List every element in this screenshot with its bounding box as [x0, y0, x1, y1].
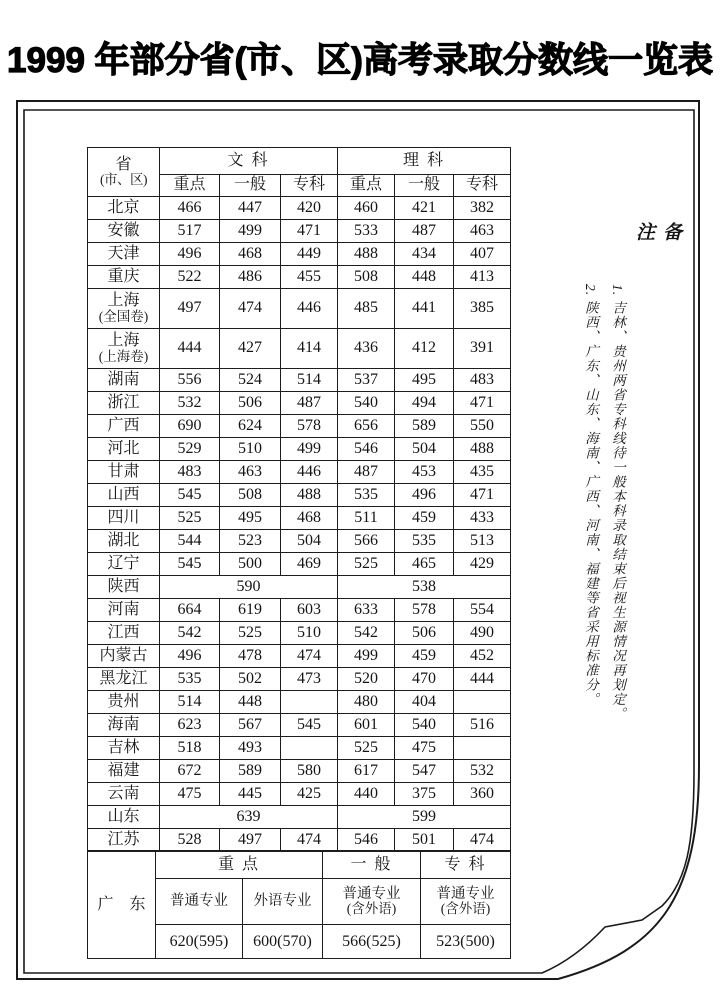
- table-row: [88, 576, 511, 599]
- score-cell: 470: [395, 668, 454, 691]
- score-cell: 465: [395, 553, 454, 576]
- gd-value-cell-0: 620(595): [156, 925, 243, 959]
- score-cell: 483: [160, 461, 220, 484]
- gd-header-row: [88, 851, 511, 879]
- score-cell: 510: [281, 622, 338, 645]
- score-cell: 436: [338, 329, 395, 369]
- score-cell: 474: [220, 289, 281, 329]
- gd-spec-line1: 普通专业: [342, 886, 401, 903]
- province-name: [88, 329, 160, 369]
- score-cell: 520: [338, 668, 395, 691]
- gd-spec-line1: 普通专业: [436, 886, 495, 903]
- score-cell: 459: [395, 645, 454, 668]
- score-cell: 413: [454, 266, 511, 289]
- province-name-line1: 上海: [107, 332, 140, 350]
- score-cell: 525: [338, 737, 395, 760]
- province-name-line1: 黑龙江: [99, 669, 148, 687]
- score-cell: 508: [220, 484, 281, 507]
- province-name-line2: (上海卷): [98, 348, 149, 364]
- score-cell: 546: [338, 438, 395, 461]
- score-cell: 511: [338, 507, 395, 530]
- province-name-line1: 湖南: [107, 370, 140, 388]
- score-cell: 499: [338, 645, 395, 668]
- score-cell: 449: [281, 243, 338, 266]
- table-row: [88, 266, 511, 289]
- province-name: [88, 266, 160, 289]
- score-cell: 617: [338, 760, 395, 783]
- score-cell: 528: [160, 829, 220, 852]
- score-cell: 506: [395, 622, 454, 645]
- score-cell: 532: [454, 760, 511, 783]
- score-cell: 544: [160, 530, 220, 553]
- table-row: [88, 806, 511, 829]
- province-name-line1: 重庆: [107, 267, 140, 285]
- gd-group-header-0: 重 点: [156, 851, 323, 879]
- score-cell: 455: [281, 266, 338, 289]
- score-cell: 518: [160, 737, 220, 760]
- province-name-line1: 内蒙古: [99, 646, 148, 664]
- province-name-line1: 福建: [107, 761, 140, 779]
- table-row: [88, 507, 511, 530]
- score-cell: 578: [281, 415, 338, 438]
- province-name: [88, 438, 160, 461]
- score-cell: [454, 737, 511, 760]
- score-cell: 452: [454, 645, 511, 668]
- table-row: [88, 553, 511, 576]
- score-cell: 444: [160, 329, 220, 369]
- score-cell: 506: [220, 392, 281, 415]
- province-name: [88, 369, 160, 392]
- province-name-line1: 上海: [107, 292, 140, 310]
- score-cell: 448: [220, 691, 281, 714]
- score-cell: 690: [160, 415, 220, 438]
- gd-value-cell-1: 600(570): [243, 925, 323, 959]
- score-cell: 554: [454, 599, 511, 622]
- score-cell: 463: [454, 220, 511, 243]
- score-cell: 475: [395, 737, 454, 760]
- score-cell-merged: 538: [338, 576, 511, 599]
- score-cell: 500: [220, 553, 281, 576]
- score-cell: 487: [338, 461, 395, 484]
- gd-spec-cell-2: [323, 879, 421, 925]
- score-cell: 407: [454, 243, 511, 266]
- gd-value-cell-3: 523(500): [421, 925, 511, 959]
- province-name-line1: 江苏: [107, 830, 140, 848]
- gd-spec-line1: 外语专业: [253, 893, 312, 910]
- score-cell: 444: [454, 668, 511, 691]
- table-row: [88, 220, 511, 243]
- header-sub-arts-0: 重点: [160, 175, 220, 197]
- score-cell: 525: [160, 507, 220, 530]
- province-name-line1: 北京: [107, 198, 140, 216]
- province-name-line1: 海南: [107, 715, 140, 733]
- table-row: [88, 714, 511, 737]
- score-cell: 488: [281, 484, 338, 507]
- gd-province-name: 广 东: [88, 851, 156, 959]
- page-title: 1999 年部分省(市、区)高考录取分数线一览表: [7, 41, 713, 81]
- score-cell: 446: [281, 461, 338, 484]
- score-cell: 473: [281, 668, 338, 691]
- score-cell: 404: [395, 691, 454, 714]
- province-name: [88, 760, 160, 783]
- province-name: [88, 289, 160, 329]
- table-row: [88, 668, 511, 691]
- score-cell: 529: [160, 438, 220, 461]
- score-cell: 545: [160, 484, 220, 507]
- score-cell: 514: [160, 691, 220, 714]
- score-cell: 508: [338, 266, 395, 289]
- province-name-line1: 吉林: [107, 738, 140, 756]
- score-cell: 474: [454, 829, 511, 852]
- table-row: [88, 599, 511, 622]
- score-cell: 499: [281, 438, 338, 461]
- score-cell: 496: [395, 484, 454, 507]
- score-cell: 537: [338, 369, 395, 392]
- score-cell: 556: [160, 369, 220, 392]
- province-name: [88, 507, 160, 530]
- table-row: [88, 243, 511, 266]
- province-name: [88, 576, 160, 599]
- score-cell: 533: [338, 220, 395, 243]
- table-row: [88, 530, 511, 553]
- table-row: [88, 484, 511, 507]
- province-name-line1: 云南: [107, 784, 140, 802]
- score-cell: 360: [454, 783, 511, 806]
- score-cell: 375: [395, 783, 454, 806]
- table-row: [88, 829, 511, 852]
- score-cell: 547: [395, 760, 454, 783]
- score-cell: 546: [338, 829, 395, 852]
- score-cell: 545: [281, 714, 338, 737]
- header-science: 理 科: [338, 148, 511, 175]
- province-name: [88, 392, 160, 415]
- score-cell: 540: [338, 392, 395, 415]
- score-cell: 589: [395, 415, 454, 438]
- score-cell: [281, 737, 338, 760]
- score-cell: 468: [220, 243, 281, 266]
- province-name-line2: (全国卷): [98, 308, 149, 324]
- gd-spec-line1: 普通专业: [170, 893, 228, 910]
- gd-spec-cell-1: [243, 879, 323, 925]
- score-cell: 471: [454, 392, 511, 415]
- score-cell: 510: [220, 438, 281, 461]
- score-cell: 486: [220, 266, 281, 289]
- note-item-1: 1. 吉林、贵州两省专科线待一般本科录取结束后视生源情况再划定。: [610, 284, 625, 721]
- score-cell: 535: [338, 484, 395, 507]
- province-name-line1: 江西: [107, 623, 140, 641]
- province-name: [88, 714, 160, 737]
- score-cell: 490: [454, 622, 511, 645]
- score-table: [87, 147, 511, 852]
- province-name: [88, 553, 160, 576]
- province-name-line1: 甘肃: [107, 462, 140, 480]
- score-cell: 603: [281, 599, 338, 622]
- score-cell: 513: [454, 530, 511, 553]
- score-cell: 483: [454, 369, 511, 392]
- header-sub-arts-2: 专科: [281, 175, 338, 197]
- province-name-line1: 山东: [107, 807, 140, 825]
- gd-spec-cell-3: [421, 879, 511, 925]
- score-cell: 453: [395, 461, 454, 484]
- province-name-line1: 浙江: [107, 393, 140, 411]
- score-cell: 633: [338, 599, 395, 622]
- guangdong-table: [87, 850, 511, 959]
- score-cell: 496: [160, 645, 220, 668]
- score-cell: 550: [454, 415, 511, 438]
- province-name: [88, 243, 160, 266]
- score-cell: 474: [281, 829, 338, 852]
- score-cell: 524: [220, 369, 281, 392]
- header-province-line2: (市、区): [100, 172, 147, 188]
- province-name-line1: 湖北: [107, 531, 140, 549]
- score-cell: 487: [281, 392, 338, 415]
- notes-heading: 备注: [633, 222, 681, 245]
- score-cell: 441: [395, 289, 454, 329]
- score-cell: 501: [395, 829, 454, 852]
- province-name: [88, 197, 160, 220]
- score-cell: 385: [454, 289, 511, 329]
- province-name-line1: 河南: [107, 600, 140, 618]
- notes-body: [577, 284, 631, 756]
- table-row: [88, 783, 511, 806]
- score-cell: 466: [160, 197, 220, 220]
- gd-group-header-2: 专 科: [421, 851, 511, 879]
- score-table-container: [87, 147, 511, 959]
- score-cell: 566: [338, 530, 395, 553]
- table-row: [88, 415, 511, 438]
- score-cell: 478: [220, 645, 281, 668]
- score-cell: 542: [160, 622, 220, 645]
- score-cell: 567: [220, 714, 281, 737]
- score-cell: 435: [454, 461, 511, 484]
- score-cell: 475: [160, 783, 220, 806]
- table-row: [88, 691, 511, 714]
- score-cell: 504: [281, 530, 338, 553]
- score-cell: 522: [160, 266, 220, 289]
- province-name-line1: 辽宁: [107, 554, 140, 572]
- score-cell: 504: [395, 438, 454, 461]
- score-cell: 656: [338, 415, 395, 438]
- score-cell: 420: [281, 197, 338, 220]
- table-row: [88, 461, 511, 484]
- gd-spec-line2: (含外语): [440, 901, 491, 917]
- score-cell: 448: [395, 266, 454, 289]
- score-cell: 525: [338, 553, 395, 576]
- province-name: [88, 530, 160, 553]
- score-cell: 425: [281, 783, 338, 806]
- score-cell: 496: [160, 243, 220, 266]
- province-name: [88, 668, 160, 691]
- score-cell-merged: 639: [160, 806, 338, 829]
- score-cell: 471: [281, 220, 338, 243]
- score-cell: 497: [160, 289, 220, 329]
- score-cell: 589: [220, 760, 281, 783]
- score-cell: 545: [160, 553, 220, 576]
- table-row: [88, 438, 511, 461]
- score-cell: 391: [454, 329, 511, 369]
- province-name: [88, 461, 160, 484]
- score-cell: 468: [281, 507, 338, 530]
- score-cell: 502: [220, 668, 281, 691]
- table-row: [88, 645, 511, 668]
- score-cell: 523: [220, 530, 281, 553]
- province-name-line1: 陕西: [107, 577, 140, 595]
- score-cell: 471: [454, 484, 511, 507]
- score-cell: [281, 691, 338, 714]
- score-cell: 525: [220, 622, 281, 645]
- table-row: [88, 197, 511, 220]
- province-name: [88, 622, 160, 645]
- province-name: [88, 829, 160, 852]
- score-cell: 535: [395, 530, 454, 553]
- province-name: [88, 691, 160, 714]
- gd-group-header-1: 一 般: [323, 851, 421, 879]
- table-row: [88, 392, 511, 415]
- table-row: [88, 622, 511, 645]
- score-cell: [454, 691, 511, 714]
- score-cell: 446: [281, 289, 338, 329]
- table-row: [88, 329, 511, 369]
- table-row: [88, 737, 511, 760]
- province-name: [88, 737, 160, 760]
- header-liberal-arts: 文 科: [160, 148, 338, 175]
- table-row: [88, 760, 511, 783]
- province-name: [88, 599, 160, 622]
- province-name-line1: 四川: [107, 508, 140, 526]
- score-cell-merged: 590: [160, 576, 338, 599]
- score-cell: 494: [395, 392, 454, 415]
- score-cell: 619: [220, 599, 281, 622]
- score-cell: 495: [220, 507, 281, 530]
- score-cell: 493: [220, 737, 281, 760]
- score-cell: 601: [338, 714, 395, 737]
- score-cell: 440: [338, 783, 395, 806]
- province-name-line1: 广西: [107, 416, 140, 434]
- score-cell: 517: [160, 220, 220, 243]
- header-sub-sci-1: 一般: [395, 175, 454, 197]
- score-cell: 535: [160, 668, 220, 691]
- score-cell: 514: [281, 369, 338, 392]
- gd-value-cell-2: 566(525): [323, 925, 421, 959]
- score-cell: 382: [454, 197, 511, 220]
- score-cell: 542: [338, 622, 395, 645]
- score-cell: 480: [338, 691, 395, 714]
- score-cell: 485: [338, 289, 395, 329]
- score-cell: 469: [281, 553, 338, 576]
- gd-spec-cell-0: [156, 879, 243, 925]
- table-row: [88, 369, 511, 392]
- province-name-line1: 山西: [107, 485, 140, 503]
- score-cell: 624: [220, 415, 281, 438]
- score-cell: 434: [395, 243, 454, 266]
- score-cell: 429: [454, 553, 511, 576]
- header-sub-sci-2: 专科: [454, 175, 511, 197]
- score-cell-merged: 599: [338, 806, 511, 829]
- province-name-line1: 天津: [107, 244, 140, 262]
- score-cell: 427: [220, 329, 281, 369]
- province-name-line1: 河北: [107, 439, 140, 457]
- header-sub-sci-0: 重点: [338, 175, 395, 197]
- score-cell: 459: [395, 507, 454, 530]
- header-province: [88, 148, 160, 197]
- score-cell: 516: [454, 714, 511, 737]
- score-cell: 433: [454, 507, 511, 530]
- score-cell: 447: [220, 197, 281, 220]
- score-cell: 495: [395, 369, 454, 392]
- score-cell: 540: [395, 714, 454, 737]
- header-province-line1: 省: [115, 155, 132, 173]
- score-cell: 623: [160, 714, 220, 737]
- province-name: [88, 645, 160, 668]
- score-cell: 488: [338, 243, 395, 266]
- province-name-line1: 安徽: [107, 221, 140, 239]
- score-cell: 497: [220, 829, 281, 852]
- province-name: [88, 415, 160, 438]
- score-cell: 412: [395, 329, 454, 369]
- score-cell: 460: [338, 197, 395, 220]
- score-cell: 414: [281, 329, 338, 369]
- score-cell: 463: [220, 461, 281, 484]
- score-cell: 580: [281, 760, 338, 783]
- score-cell: 499: [220, 220, 281, 243]
- table-row: [88, 289, 511, 329]
- score-cell: 445: [220, 783, 281, 806]
- header-sub-arts-1: 一般: [220, 175, 281, 197]
- province-name-line1: 贵州: [107, 692, 140, 710]
- score-cell: 488: [454, 438, 511, 461]
- score-cell: 532: [160, 392, 220, 415]
- score-cell: 672: [160, 760, 220, 783]
- score-cell: 578: [395, 599, 454, 622]
- score-cell: 487: [395, 220, 454, 243]
- province-name: [88, 806, 160, 829]
- header-row-groups: [88, 148, 511, 175]
- score-cell: 421: [395, 197, 454, 220]
- score-cell: 664: [160, 599, 220, 622]
- gd-spec-line2: (含外语): [346, 901, 397, 917]
- note-item-2: 2. 陕西、广东、山东、海南、广西、河南、福建等省采用标准分。: [583, 284, 598, 707]
- province-name: [88, 783, 160, 806]
- score-cell: 474: [281, 645, 338, 668]
- province-name: [88, 220, 160, 243]
- province-name: [88, 484, 160, 507]
